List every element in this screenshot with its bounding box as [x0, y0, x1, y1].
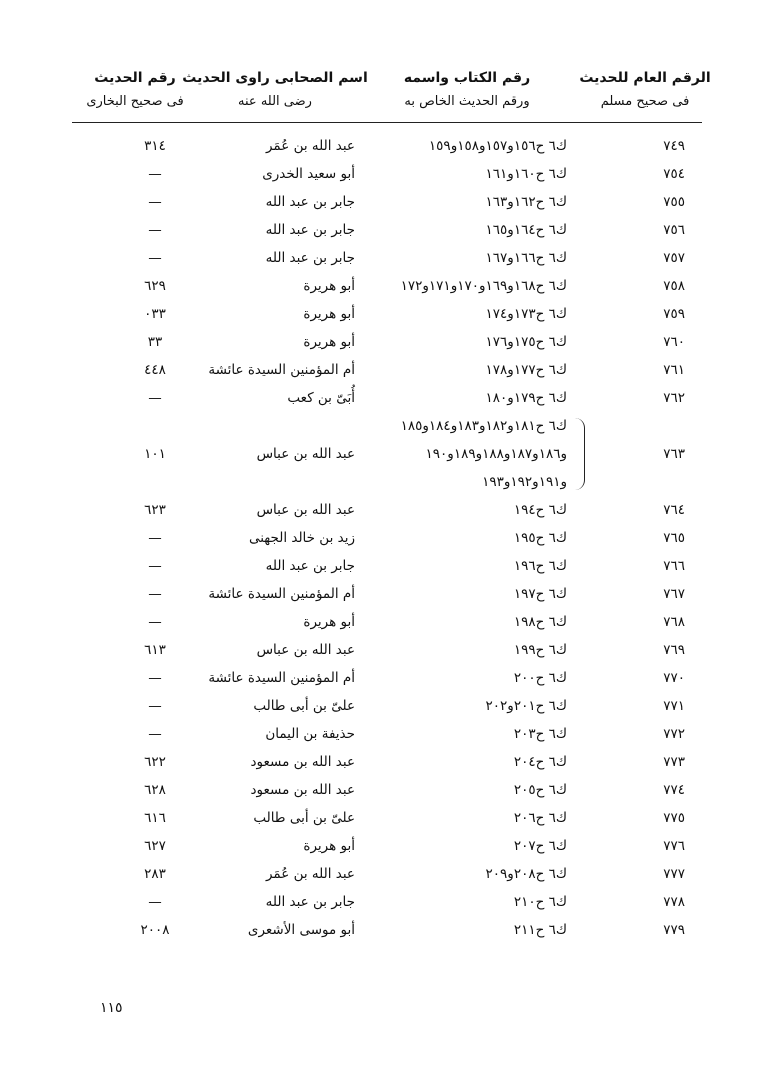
header-bukhari-number-line2: فى صحيح البخارى	[86, 94, 184, 109]
bukhari-number: ٦٢٢	[144, 754, 166, 770]
table-row	[0, 748, 765, 776]
bukhari-number: ٦٢٣	[144, 502, 166, 518]
book-reference: ك٦ ح١٩٧	[513, 586, 567, 602]
book-reference: ك٦ ح١٩٤	[513, 502, 567, 518]
bukhari-number: —	[148, 250, 162, 266]
narrator-name: عبد الله بن عُمَر	[265, 138, 355, 154]
header-narrator	[180, 66, 370, 114]
header-narrator-line1: اسم الصحابى راوى الحديث	[182, 70, 368, 86]
book-reference: ك٦ ح٢٠١و٢٠٢	[485, 698, 567, 714]
hadith-number: ٧٧٩	[663, 922, 685, 938]
bukhari-number: ٢٠٠٨	[140, 922, 170, 938]
table-row	[0, 244, 765, 272]
bukhari-number: —	[148, 726, 162, 742]
book-reference: ك٦ ح١٦٨و١٦٩و١٧٠و١٧١و١٧٢	[400, 278, 567, 294]
narrator-name: أبو سعيد الخدرى	[262, 166, 355, 182]
hadith-number: ٧٥٩	[663, 306, 685, 322]
header-narrator-line2: رضى الله عنه	[238, 94, 312, 109]
hadith-number: ٧٦٣	[663, 446, 685, 462]
book-reference: ك٦ ح١٩٦	[513, 558, 567, 574]
table-row	[0, 160, 765, 188]
bukhari-number: —	[148, 166, 162, 182]
hadith-number: ٧٧٠	[663, 670, 685, 686]
narrator-name: أبو هريرة	[303, 306, 355, 322]
table-row	[0, 804, 765, 832]
book-reference: ك٦ ح١٩٨	[513, 614, 567, 630]
bukhari-number: ٦١٦	[144, 810, 166, 826]
hadith-number: ٧٥٦	[663, 222, 685, 238]
hadith-number: ٧٧٨	[663, 894, 685, 910]
book-reference: ك٦ ح٢٠٠	[513, 670, 567, 686]
table-row	[0, 636, 765, 664]
table-row-multiline	[0, 412, 765, 496]
narrator-name: أم المؤمنين السيدة عائشة	[208, 670, 355, 686]
header-general-number	[565, 66, 725, 114]
hadith-number: ٧٥٥	[663, 194, 685, 210]
narrator-name: أبو هريرة	[303, 334, 355, 350]
table-row	[0, 664, 765, 692]
hadith-number: ٧٧٣	[663, 754, 685, 770]
hadith-number: ٧٧١	[663, 698, 685, 714]
table-row	[0, 328, 765, 356]
table-row	[0, 916, 765, 944]
book-reference: ك٦ ح٢٠٨و٢٠٩	[485, 866, 567, 882]
header-bukhari-number	[65, 66, 205, 114]
bukhari-number: —	[148, 222, 162, 238]
book-reference: ك٦ ح٢١١	[513, 922, 567, 938]
hadith-number: ٧٧٧	[663, 866, 685, 882]
hadith-number: ٧٦٠	[663, 334, 685, 350]
table-row	[0, 496, 765, 524]
book-reference: ك٦ ح٢١٠	[513, 894, 567, 910]
narrator-name: جابر بن عبد الله	[265, 222, 355, 238]
header-book-reference-line2: ورقم الحديث الخاص به	[404, 94, 530, 109]
book-reference: ك٦ ح١٩٩	[513, 642, 567, 658]
book-reference-line: و١٩١و١٩٢و١٩٣	[482, 474, 567, 490]
narrator-name: عبد الله بن عباس	[256, 502, 355, 518]
table-row	[0, 608, 765, 636]
narrator-name: جابر بن عبد الله	[265, 250, 355, 266]
narrator-name: أُبَىّ بن كعب	[287, 390, 355, 406]
bukhari-number: ١٠١	[144, 446, 166, 462]
bukhari-number: —	[148, 670, 162, 686]
book-reference: ك٦ ح١٧٧و١٧٨	[485, 362, 567, 378]
table-row	[0, 272, 765, 300]
book-reference: ك٦ ح١٦٢و١٦٣	[485, 194, 567, 210]
bukhari-number: —	[148, 558, 162, 574]
book-reference: ك٦ ح٢٠٧	[513, 838, 567, 854]
hadith-number: ٧٦٩	[663, 642, 685, 658]
hadith-number: ٧٥٨	[663, 278, 685, 294]
bukhari-number: —	[148, 530, 162, 546]
narrator-name: أبو هريرة	[303, 614, 355, 630]
narrator-name: عبد الله بن مسعود	[250, 754, 355, 770]
narrator-name: أم المؤمنين السيدة عائشة	[208, 586, 355, 602]
book-reference-line: ك٦ ح١٨١و١٨٢و١٨٣و١٨٤و١٨٥	[400, 418, 567, 434]
table-row	[0, 356, 765, 384]
bukhari-number: ٢٨٣	[144, 866, 166, 882]
bukhari-number: ٣١٤	[144, 138, 166, 154]
table-row	[0, 720, 765, 748]
table-row	[0, 524, 765, 552]
book-reference: ك٦ ح١٦٦و١٦٧	[485, 250, 567, 266]
narrator-name: أم المؤمنين السيدة عائشة	[208, 362, 355, 378]
narrator-name: عبد الله بن مسعود	[250, 782, 355, 798]
book-reference: ك٦ ح١٧٥و١٧٦	[485, 334, 567, 350]
header-rule	[72, 122, 702, 123]
hadith-number: ٧٧٤	[663, 782, 685, 798]
narrator-name: جابر بن عبد الله	[265, 194, 355, 210]
hadith-number: ٧٦١	[663, 362, 685, 378]
narrator-name: جابر بن عبد الله	[265, 894, 355, 910]
book-reference: ك٦ ح١٧٩و١٨٠	[485, 390, 567, 406]
book-reference: ك٦ ح١٧٣و١٧٤	[485, 306, 567, 322]
book-reference: ك٦ ح١٦٤و١٦٥	[485, 222, 567, 238]
bukhari-number: —	[148, 698, 162, 714]
table-row	[0, 384, 765, 412]
bukhari-number: —	[148, 614, 162, 630]
book-reference: ك٦ ح٢٠٥	[513, 782, 567, 798]
book-reference: ك٦ ح٢٠٣	[513, 726, 567, 742]
hadith-number: ٧٦٧	[663, 586, 685, 602]
table-row	[0, 832, 765, 860]
table-row	[0, 888, 765, 916]
table-row	[0, 552, 765, 580]
bukhari-number: ٤٤٨	[144, 362, 166, 378]
bukhari-number: —	[148, 894, 162, 910]
hadith-number: ٧٦٨	[663, 614, 685, 630]
bukhari-number: ٦٢٨	[144, 782, 166, 798]
hadith-number: ٧٦٦	[663, 558, 685, 574]
bukhari-number: —	[148, 586, 162, 602]
book-reference: ك٦ ح١٥٦و١٥٧و١٥٨و١٥٩	[428, 138, 567, 154]
table-row	[0, 216, 765, 244]
table-row	[0, 188, 765, 216]
page-number: ١١٥	[100, 1000, 123, 1016]
narrator-name: علىّ بن أبى طالب	[253, 810, 355, 826]
bukhari-number: ٦٢٧	[144, 838, 166, 854]
hadith-number: ٧٦٤	[663, 502, 685, 518]
narrator-name: زيد بن خالد الجهنى	[248, 530, 355, 546]
hadith-number: ٧٥٧	[663, 250, 685, 266]
table-row	[0, 300, 765, 328]
table-row	[0, 692, 765, 720]
narrator-name: أبو هريرة	[303, 278, 355, 294]
header-book-reference	[367, 66, 567, 114]
narrator-name: حذيفة بن اليمان	[265, 726, 355, 742]
table-row	[0, 132, 765, 160]
table-row	[0, 580, 765, 608]
narrator-name: عبد الله بن عباس	[256, 642, 355, 658]
hadith-number: ٧٧٥	[663, 810, 685, 826]
table-row	[0, 776, 765, 804]
grouping-brace	[572, 418, 585, 490]
bukhari-number: ٠٣٣	[144, 306, 166, 322]
bukhari-number: ٣٣	[147, 334, 163, 350]
book-reference: ك٦ ح٢٠٤	[513, 754, 567, 770]
narrator-name: أبو موسى الأشعرى	[247, 922, 355, 938]
narrator-name: عبد الله بن عُمَر	[265, 866, 355, 882]
header-bukhari-number-line1: رقم الحديث	[94, 70, 176, 86]
hadith-number: ٧٦٥	[663, 530, 685, 546]
book-reference-multiline	[357, 412, 567, 496]
narrator-name: أبو هريرة	[303, 838, 355, 854]
book-reference: ك٦ ح١٦٠و١٦١	[485, 166, 567, 182]
book-reference: ك٦ ح٢٠٦	[513, 810, 567, 826]
bukhari-number: ٦١٣	[144, 642, 166, 658]
header-book-reference-line1: رقم الكتاب واسمه	[403, 70, 531, 86]
hadith-number: ٧٧٢	[663, 726, 685, 742]
header-general-number-line1: الرقم العام للحديث	[579, 70, 711, 86]
bukhari-number: ٦٢٩	[144, 278, 166, 294]
hadith-number: ٧٤٩	[663, 138, 685, 154]
narrator-name: جابر بن عبد الله	[265, 558, 355, 574]
hadith-number: ٧٦٢	[663, 390, 685, 406]
narrator-name: عبد الله بن عباس	[256, 446, 355, 462]
hadith-number: ٧٥٤	[663, 166, 685, 182]
narrator-name: علىّ بن أبى طالب	[253, 698, 355, 714]
header-general-number-line2: فى صحيح مسلم	[600, 94, 690, 109]
book-reference: ك٦ ح١٩٥	[513, 530, 567, 546]
bukhari-number: —	[148, 194, 162, 210]
table-row	[0, 860, 765, 888]
hadith-number: ٧٧٦	[663, 838, 685, 854]
book-reference-line: و١٨٦و١٨٧و١٨٨و١٨٩و١٩٠	[425, 446, 567, 462]
bukhari-number: —	[148, 390, 162, 406]
